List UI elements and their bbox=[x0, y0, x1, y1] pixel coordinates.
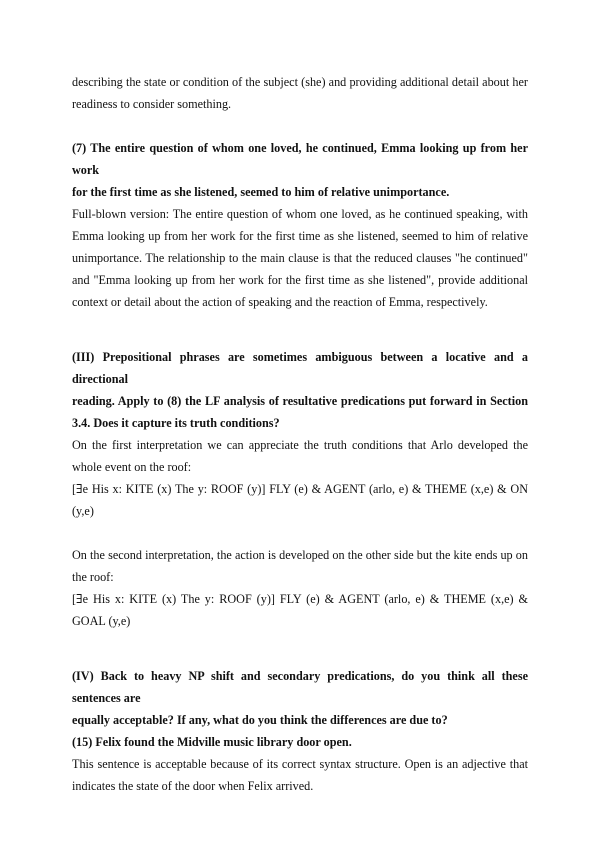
question-7-heading-line-2: for the first time as she listened, seemed to him of relative unimportance. bbox=[72, 185, 450, 199]
section-3-formula-1: [∃e His x: KITE (x) The y: ROOF (y)] FLY (e) & AGENT (arlo, e) & THEME (x,e) & ON (y,e) bbox=[72, 482, 528, 518]
section-3-interpretation-2: On the second interpretation, the action is developed on the other side but the kite ends up on the roof: bbox=[72, 548, 528, 584]
section-3-interpretation-1: On the first interpretation we can appreciate the truth conditions that Arlo developed the whole event on the roof: bbox=[72, 438, 528, 474]
section-3-formula-2: [∃e His x: KITE (x) The y: ROOF (y)] FLY (e) & AGENT (arlo, e) & THEME (x,e) & GOAL (y,e) bbox=[72, 592, 528, 628]
section-4-answer: This sentence is acceptable because of its correct syntax structure. Open is an adjective that indicates the state of the door when Felix arrived. bbox=[72, 757, 528, 793]
document-page bbox=[72, 71, 528, 797]
section-4-heading-line-2: equally acceptable? If any, what do you think the differences are due to? bbox=[72, 713, 448, 727]
question-7-answer: Full-blown version: The entire question of whom one loved, as he continued speaking, with Emma looking up from her work for the first time as she listened, seemed to him of relative unimportance. The relationship to the main clause is that the reduced clauses "he continued" and "Emma looking up from her work for the first time as she listened", provide additional context or detail about the action of speaking and the reaction of Emma, respectively. bbox=[72, 207, 528, 309]
intro-paragraph: describing the state or condition of the subject (she) and providing additional detail about her readiness to consider something. bbox=[72, 75, 528, 111]
section-3-heading-line-1: (III) Prepositional phrases are sometimes ambiguous between a locative and a directional bbox=[72, 350, 528, 386]
section-4-heading-line-1: (IV) Back to heavy NP shift and secondary predications, do you think all these sentences are bbox=[72, 669, 528, 705]
question-7-heading-line-1: (7) The entire question of whom one loved, he continued, Emma looking up from her work bbox=[72, 141, 528, 177]
example-15: (15) Felix found the Midville music library door open. bbox=[72, 735, 352, 749]
section-3-heading-line-2: reading. Apply to (8) the LF analysis of resultative predications put forward in Section 3.4. Does it capture its truth conditions? bbox=[72, 394, 528, 430]
